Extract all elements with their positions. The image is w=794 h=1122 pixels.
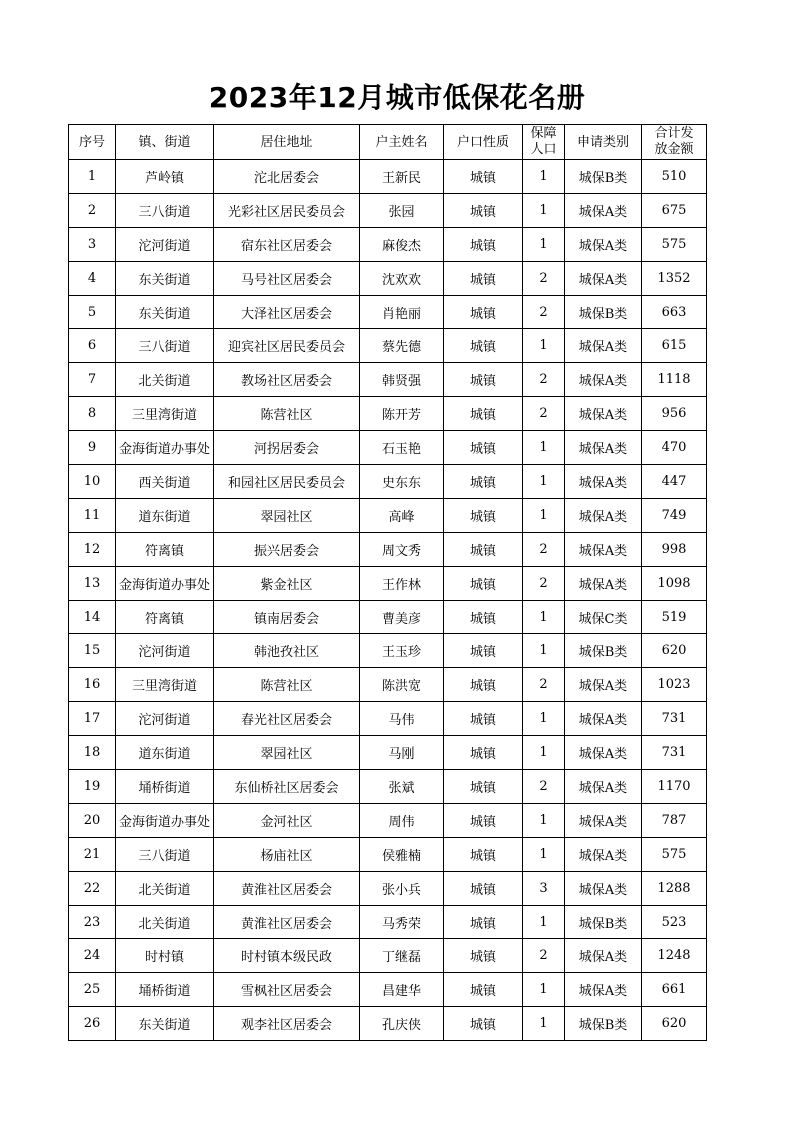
cell-seq: 9: [69, 431, 116, 465]
cell-seq: 24: [69, 939, 116, 973]
cell-category: 城保A类: [565, 770, 642, 804]
cell-amount: 1118: [642, 363, 707, 397]
cell-amount: 575: [642, 837, 707, 871]
cell-hukou: 城镇: [444, 193, 523, 227]
header-total-amount: [642, 125, 707, 160]
table-row: [69, 261, 707, 295]
cell-covered-persons: 1: [523, 1007, 565, 1041]
cell-hukou: 城镇: [444, 329, 523, 363]
cell-covered-persons: 1: [523, 803, 565, 837]
cell-seq: 21: [69, 837, 116, 871]
cell-category: 城保B类: [565, 634, 642, 668]
cell-address: 沱北居委会: [214, 160, 360, 194]
cell-seq: 7: [69, 363, 116, 397]
header-householder: 户主姓名: [360, 125, 444, 160]
cell-amount: 519: [642, 600, 707, 634]
cell-address: 教场社区居委会: [214, 363, 360, 397]
cell-address: 宿东社区居委会: [214, 227, 360, 261]
cell-hukou: 城镇: [444, 702, 523, 736]
cell-hukou: 城镇: [444, 736, 523, 770]
cell-covered-persons: 2: [523, 770, 565, 804]
cell-covered-persons: 1: [523, 600, 565, 634]
header-category: 申请类别: [565, 125, 642, 160]
cell-covered-persons: 1: [523, 973, 565, 1007]
cell-amount: 510: [642, 160, 707, 194]
cell-seq: 25: [69, 973, 116, 1007]
cell-seq: 26: [69, 1007, 116, 1041]
cell-town: 芦岭镇: [116, 160, 214, 194]
cell-householder: 史东东: [360, 465, 444, 499]
cell-covered-persons: 1: [523, 498, 565, 532]
cell-covered-persons: 1: [523, 160, 565, 194]
cell-category: 城保A类: [565, 702, 642, 736]
table-row: [69, 532, 707, 566]
cell-hukou: 城镇: [444, 566, 523, 600]
cell-covered-persons: 3: [523, 871, 565, 905]
cell-amount: 1288: [642, 871, 707, 905]
cell-seq: 1: [69, 160, 116, 194]
cell-hukou: 城镇: [444, 905, 523, 939]
cell-householder: 石玉艳: [360, 431, 444, 465]
header-row: [69, 125, 707, 160]
cell-seq: 17: [69, 702, 116, 736]
cell-town: 时村镇: [116, 939, 214, 973]
cell-seq: 13: [69, 566, 116, 600]
cell-amount: 615: [642, 329, 707, 363]
cell-householder: 马伟: [360, 702, 444, 736]
table-row: [69, 227, 707, 261]
cell-town: 三八街道: [116, 193, 214, 227]
cell-seq: 19: [69, 770, 116, 804]
cell-householder: 王玉珍: [360, 634, 444, 668]
table-row: [69, 295, 707, 329]
cell-category: 城保A类: [565, 803, 642, 837]
cell-hukou: 城镇: [444, 261, 523, 295]
cell-householder: 陈洪宽: [360, 668, 444, 702]
table-row: [69, 702, 707, 736]
cell-hukou: 城镇: [444, 803, 523, 837]
cell-householder: 沈欢欢: [360, 261, 444, 295]
cell-category: 城保A类: [565, 465, 642, 499]
table-row: [69, 736, 707, 770]
cell-category: 城保A类: [565, 736, 642, 770]
cell-hukou: 城镇: [444, 973, 523, 1007]
cell-householder: 王作林: [360, 566, 444, 600]
cell-householder: 曹美彦: [360, 600, 444, 634]
cell-covered-persons: 1: [523, 634, 565, 668]
cell-address: 迎宾社区居民委员会: [214, 329, 360, 363]
cell-category: 城保A类: [565, 498, 642, 532]
header-covered-persons: [523, 125, 565, 160]
cell-town: 东关街道: [116, 295, 214, 329]
cell-amount: 1248: [642, 939, 707, 973]
cell-category: 城保A类: [565, 871, 642, 905]
cell-hukou: 城镇: [444, 498, 523, 532]
cell-address: 春光社区居委会: [214, 702, 360, 736]
cell-town: 西关街道: [116, 465, 214, 499]
cell-hukou: 城镇: [444, 397, 523, 431]
cell-householder: 韩贤强: [360, 363, 444, 397]
cell-address: 振兴居委会: [214, 532, 360, 566]
cell-amount: 956: [642, 397, 707, 431]
table-row: [69, 770, 707, 804]
cell-town: 东关街道: [116, 261, 214, 295]
cell-covered-persons: 1: [523, 329, 565, 363]
roster-body: [69, 160, 707, 1041]
cell-address: 大泽社区居委会: [214, 295, 360, 329]
table-row: [69, 566, 707, 600]
cell-householder: 陈开芳: [360, 397, 444, 431]
header-address: 居住地址: [214, 125, 360, 160]
cell-covered-persons: 1: [523, 837, 565, 871]
cell-address: 黄淮社区居委会: [214, 871, 360, 905]
cell-category: 城保A类: [565, 939, 642, 973]
cell-hukou: 城镇: [444, 295, 523, 329]
table-row: [69, 431, 707, 465]
cell-town: 东关街道: [116, 1007, 214, 1041]
cell-address: 紫金社区: [214, 566, 360, 600]
cell-category: 城保A类: [565, 193, 642, 227]
cell-town: 道东街道: [116, 498, 214, 532]
header-seq: 序号: [69, 125, 116, 160]
table-row: [69, 363, 707, 397]
cell-address: 翠园社区: [214, 736, 360, 770]
cell-address: 翠园社区: [214, 498, 360, 532]
cell-seq: 12: [69, 532, 116, 566]
cell-amount: 731: [642, 736, 707, 770]
cell-hukou: 城镇: [444, 363, 523, 397]
cell-town: 三八街道: [116, 329, 214, 363]
cell-covered-persons: 2: [523, 566, 565, 600]
cell-amount: 620: [642, 1007, 707, 1041]
cell-category: 城保B类: [565, 905, 642, 939]
table-row: [69, 939, 707, 973]
cell-seq: 18: [69, 736, 116, 770]
cell-amount: 749: [642, 498, 707, 532]
cell-householder: 周文秀: [360, 532, 444, 566]
cell-householder: 蔡先德: [360, 329, 444, 363]
cell-amount: 1098: [642, 566, 707, 600]
table-row: [69, 668, 707, 702]
cell-category: 城保A类: [565, 261, 642, 295]
cell-address: 东仙桥社区居委会: [214, 770, 360, 804]
cell-covered-persons: 1: [523, 431, 565, 465]
cell-seq: 8: [69, 397, 116, 431]
cell-seq: 20: [69, 803, 116, 837]
cell-address: 陈营社区: [214, 397, 360, 431]
cell-category: 城保A类: [565, 837, 642, 871]
cell-covered-persons: 2: [523, 397, 565, 431]
cell-address: 镇南居委会: [214, 600, 360, 634]
cell-seq: 23: [69, 905, 116, 939]
table-row: [69, 193, 707, 227]
cell-address: 马号社区居委会: [214, 261, 360, 295]
cell-category: 城保A类: [565, 532, 642, 566]
cell-address: 和园社区居民委员会: [214, 465, 360, 499]
cell-category: 城保A类: [565, 363, 642, 397]
cell-seq: 2: [69, 193, 116, 227]
cell-householder: 马秀荣: [360, 905, 444, 939]
cell-seq: 4: [69, 261, 116, 295]
cell-town: 沱河街道: [116, 634, 214, 668]
table-row: [69, 465, 707, 499]
table-row: [69, 634, 707, 668]
cell-town: 金海街道办事处: [116, 431, 214, 465]
cell-address: 杨庙社区: [214, 837, 360, 871]
cell-householder: 高峰: [360, 498, 444, 532]
cell-hukou: 城镇: [444, 600, 523, 634]
table-row: [69, 600, 707, 634]
table-row: [69, 397, 707, 431]
table-row: [69, 329, 707, 363]
cell-seq: 6: [69, 329, 116, 363]
cell-town: 北关街道: [116, 905, 214, 939]
cell-address: 韩池孜社区: [214, 634, 360, 668]
cell-category: 城保A类: [565, 329, 642, 363]
cell-hukou: 城镇: [444, 634, 523, 668]
cell-seq: 22: [69, 871, 116, 905]
cell-householder: 侯雅楠: [360, 837, 444, 871]
cell-town: 三八街道: [116, 837, 214, 871]
cell-category: 城保A类: [565, 668, 642, 702]
table-row: [69, 837, 707, 871]
cell-amount: 447: [642, 465, 707, 499]
cell-address: 光彩社区居民委员会: [214, 193, 360, 227]
cell-covered-persons: 1: [523, 465, 565, 499]
cell-town: 埇桥街道: [116, 770, 214, 804]
cell-hukou: 城镇: [444, 770, 523, 804]
cell-hukou: 城镇: [444, 532, 523, 566]
cell-amount: 470: [642, 431, 707, 465]
table-row: [69, 803, 707, 837]
cell-householder: 丁继磊: [360, 939, 444, 973]
header-covered-persons-label: 保障人口: [530, 126, 557, 157]
cell-covered-persons: 1: [523, 702, 565, 736]
cell-address: 时村镇本级民政: [214, 939, 360, 973]
cell-address: 金河社区: [214, 803, 360, 837]
cell-category: 城保A类: [565, 397, 642, 431]
roster-table: [68, 124, 707, 1041]
cell-town: 埇桥街道: [116, 973, 214, 1007]
cell-covered-persons: 2: [523, 363, 565, 397]
cell-hukou: 城镇: [444, 160, 523, 194]
header-town: 镇、街道: [116, 125, 214, 160]
cell-seq: 15: [69, 634, 116, 668]
cell-covered-persons: 1: [523, 227, 565, 261]
table-row: [69, 973, 707, 1007]
cell-town: 符离镇: [116, 532, 214, 566]
cell-category: 城保A类: [565, 431, 642, 465]
table-row: [69, 498, 707, 532]
cell-address: 河拐居委会: [214, 431, 360, 465]
cell-hukou: 城镇: [444, 227, 523, 261]
cell-covered-persons: 2: [523, 939, 565, 973]
cell-town: 金海街道办事处: [116, 566, 214, 600]
cell-covered-persons: 2: [523, 668, 565, 702]
cell-seq: 16: [69, 668, 116, 702]
cell-covered-persons: 1: [523, 193, 565, 227]
cell-hukou: 城镇: [444, 465, 523, 499]
cell-householder: 肖艳丽: [360, 295, 444, 329]
cell-town: 北关街道: [116, 363, 214, 397]
cell-hukou: 城镇: [444, 837, 523, 871]
cell-town: 三里湾街道: [116, 668, 214, 702]
cell-amount: 661: [642, 973, 707, 1007]
cell-amount: 675: [642, 193, 707, 227]
cell-amount: 787: [642, 803, 707, 837]
cell-address: 观李社区居委会: [214, 1007, 360, 1041]
table-row: [69, 905, 707, 939]
cell-hukou: 城镇: [444, 431, 523, 465]
cell-householder: 张小兵: [360, 871, 444, 905]
cell-category: 城保A类: [565, 566, 642, 600]
cell-householder: 昌建华: [360, 973, 444, 1007]
cell-category: 城保B类: [565, 295, 642, 329]
cell-amount: 1023: [642, 668, 707, 702]
cell-householder: 王新民: [360, 160, 444, 194]
table-row: [69, 160, 707, 194]
cell-address: 黄淮社区居委会: [214, 905, 360, 939]
cell-covered-persons: 2: [523, 532, 565, 566]
cell-seq: 10: [69, 465, 116, 499]
cell-town: 道东街道: [116, 736, 214, 770]
cell-category: 城保B类: [565, 1007, 642, 1041]
cell-householder: 麻俊杰: [360, 227, 444, 261]
cell-covered-persons: 2: [523, 261, 565, 295]
cell-hukou: 城镇: [444, 668, 523, 702]
cell-town: 三里湾街道: [116, 397, 214, 431]
cell-amount: 1352: [642, 261, 707, 295]
cell-householder: 周伟: [360, 803, 444, 837]
cell-amount: 523: [642, 905, 707, 939]
cell-address: 雪枫社区居委会: [214, 973, 360, 1007]
cell-amount: 998: [642, 532, 707, 566]
cell-category: 城保B类: [565, 160, 642, 194]
cell-seq: 3: [69, 227, 116, 261]
header-hukou: 户口性质: [444, 125, 523, 160]
cell-category: 城保C类: [565, 600, 642, 634]
table-row: [69, 1007, 707, 1041]
cell-seq: 5: [69, 295, 116, 329]
header-total-amount-label: 合计发放金额: [654, 126, 694, 157]
table-row: [69, 871, 707, 905]
cell-hukou: 城镇: [444, 871, 523, 905]
cell-householder: 张园: [360, 193, 444, 227]
cell-amount: 731: [642, 702, 707, 736]
cell-covered-persons: 1: [523, 736, 565, 770]
cell-amount: 1170: [642, 770, 707, 804]
cell-town: 沱河街道: [116, 227, 214, 261]
cell-householder: 马刚: [360, 736, 444, 770]
cell-covered-persons: 1: [523, 905, 565, 939]
cell-covered-persons: 2: [523, 295, 565, 329]
cell-town: 北关街道: [116, 871, 214, 905]
cell-hukou: 城镇: [444, 1007, 523, 1041]
cell-town: 沱河街道: [116, 702, 214, 736]
cell-address: 陈营社区: [214, 668, 360, 702]
cell-town: 符离镇: [116, 600, 214, 634]
cell-category: 城保A类: [565, 973, 642, 1007]
cell-town: 金海街道办事处: [116, 803, 214, 837]
cell-seq: 14: [69, 600, 116, 634]
cell-amount: 663: [642, 295, 707, 329]
page-title: 2023年12月城市低保花名册: [208, 81, 586, 114]
cell-seq: 11: [69, 498, 116, 532]
cell-amount: 575: [642, 227, 707, 261]
cell-hukou: 城镇: [444, 939, 523, 973]
cell-householder: 张斌: [360, 770, 444, 804]
cell-category: 城保A类: [565, 227, 642, 261]
cell-householder: 孔庆侠: [360, 1007, 444, 1041]
cell-amount: 620: [642, 634, 707, 668]
